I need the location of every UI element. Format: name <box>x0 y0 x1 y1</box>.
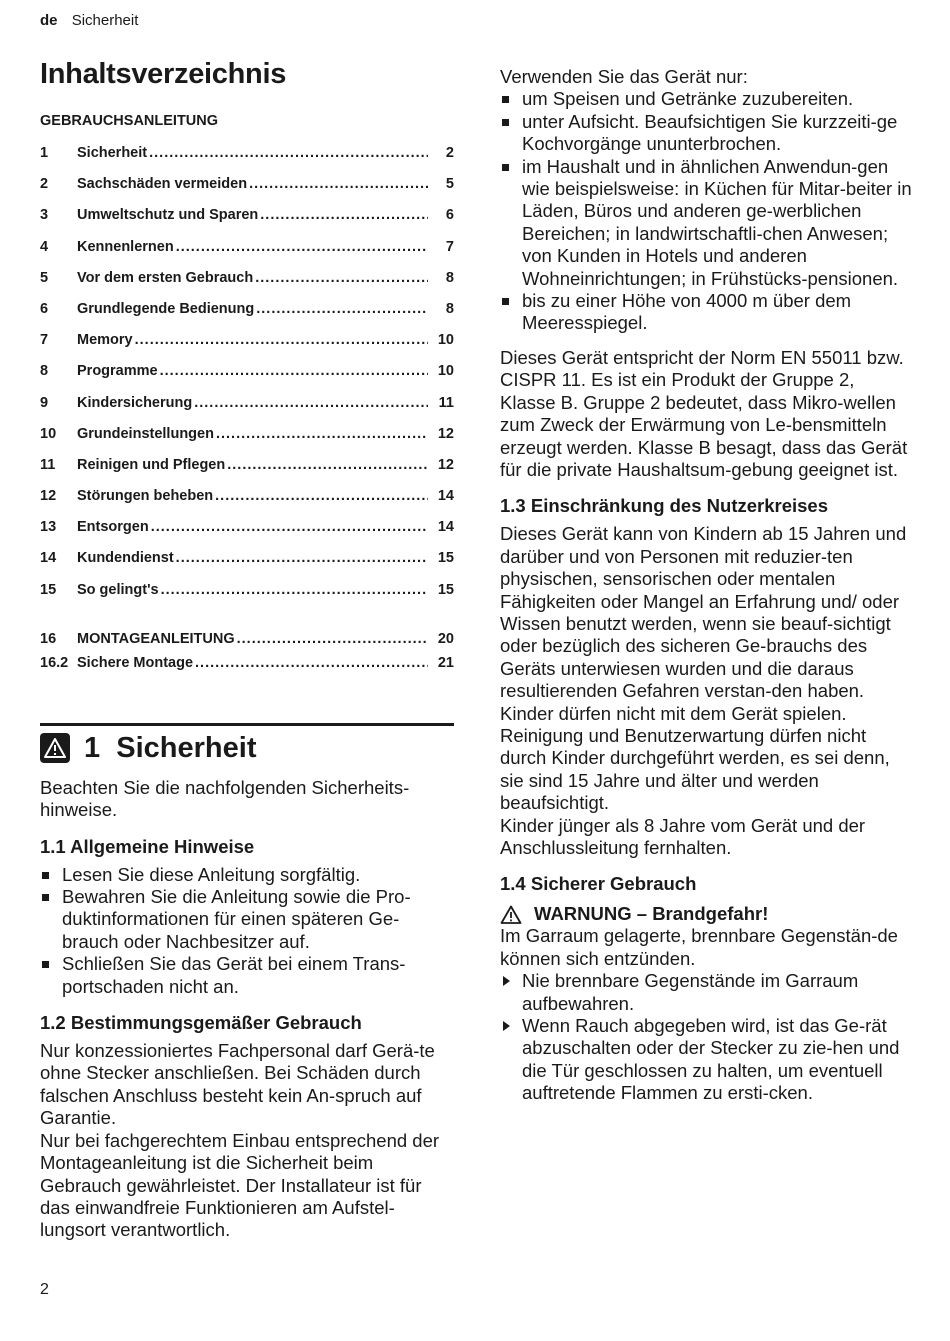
list-item: bis zu einer Höhe von 4000 m über dem Meeresspiegel. <box>500 290 912 335</box>
toc-entry-title: Störungen beheben <box>77 488 214 505</box>
toc-title: Inhaltsverzeichnis <box>40 58 287 90</box>
right-column <box>500 66 912 1105</box>
general-notes-list <box>40 864 454 998</box>
toc-entry-title: MONTAGEANLEITUNG <box>77 630 235 647</box>
toc-number: 9 <box>40 394 49 411</box>
toc-entry-title: Kundendienst <box>77 550 174 567</box>
section-1-heading <box>40 723 454 765</box>
list-item: Bewahren Sie die Anleitung sowie die Pro-duktinformationen für einen späteren Ge-brauch oder Nachbesitzer auf. <box>40 886 454 953</box>
toc-entry[interactable] <box>40 631 454 655</box>
toc-entry[interactable] <box>40 270 454 301</box>
toc-page: 14 <box>437 519 454 536</box>
list-item: Nie brennbare Gegenstände im Garraum aufbewahren. <box>500 970 912 1015</box>
toc-leader <box>176 239 428 255</box>
toc-leader <box>161 582 428 598</box>
toc-page: 12 <box>437 456 454 473</box>
toc-entry-title: Entsorgen <box>77 519 149 536</box>
toc-number: 16 <box>40 630 57 647</box>
toc-entry[interactable] <box>40 395 454 426</box>
warning-label: WARNUNG – Brandgefahr! <box>534 903 769 925</box>
toc-page: 6 <box>445 207 454 224</box>
toc-page: 21 <box>437 654 454 671</box>
toc-entry[interactable] <box>40 582 454 613</box>
toc-page: 11 <box>438 394 454 411</box>
toc-leader <box>260 207 428 223</box>
toc-entry[interactable] <box>40 145 454 176</box>
toc-leader <box>216 426 428 442</box>
subsection-1-3-heading: 1.3 Einschränkung des Nutzerkreises <box>500 495 828 517</box>
paragraph: Dieses Gerät kann von Kindern ab 15 Jahren und darüber und von Personen mit reduzier-ten physischen, sensorischen oder mentalen Fähigkeiten oder Mangel an Erfahrung und/ oder Wissen benutzt werden, wenn sie beauf-sichtigt oder bezüglich des sicheren Ge-brauchs des Geräts unterwiesen wurden und die daraus resultierenden Gefahren verstan-den haben. <box>500 523 907 702</box>
toc-number: 4 <box>40 238 49 255</box>
toc-leader <box>176 550 428 566</box>
list-item: Wenn Rauch abgegeben wird, ist das Ge-rät abzuschalten oder der Stecker zu zie-hen und die Tür geschlossen zu halten, um eventuell auftretende Flammen zu ersti-cken. <box>500 1015 912 1105</box>
toc-entry[interactable] <box>40 550 454 581</box>
toc-entry-title: Programme <box>77 363 158 380</box>
toc-entry-title: Sichere Montage <box>77 654 194 671</box>
toc-entry[interactable] <box>40 176 454 207</box>
toc-page: 10 <box>437 363 454 380</box>
toc-entry[interactable] <box>40 207 454 238</box>
table-of-contents <box>40 145 454 679</box>
toc-page: 15 <box>437 550 454 567</box>
toc-number: 15 <box>40 581 57 598</box>
toc-entry[interactable] <box>40 519 454 550</box>
toc-entry[interactable] <box>40 301 454 332</box>
fire-warning <box>500 903 912 925</box>
use-intro: Verwenden Sie das Gerät nur: <box>500 66 748 87</box>
toc-entry[interactable] <box>40 239 454 270</box>
toc-number: 8 <box>40 363 49 380</box>
toc-leader <box>256 301 428 317</box>
toc-leader <box>249 176 428 192</box>
section-intro: Beachten Sie die nachfolgenden Sicherheits-hinweise. <box>40 776 410 821</box>
toc-entry[interactable] <box>40 426 454 457</box>
toc-entry-title: Kindersicherung <box>77 394 193 411</box>
toc-number: 2 <box>40 176 49 193</box>
toc-leader <box>215 488 428 504</box>
toc-entry-title: So gelingt's <box>77 581 159 598</box>
toc-page: 10 <box>437 332 454 349</box>
toc-leader <box>151 519 428 535</box>
toc-entry-title: Sachschäden vermeiden <box>77 176 248 193</box>
toc-number: 12 <box>40 488 57 505</box>
left-column <box>40 58 454 1242</box>
toc-page: 8 <box>445 269 454 286</box>
list-item: um Speisen und Getränke zuzubereiten. <box>500 88 912 110</box>
toc-entry[interactable] <box>40 488 454 519</box>
subsection-1-4-heading: 1.4 Sicherer Gebrauch <box>500 873 697 895</box>
list-item: Schließen Sie das Gerät bei einem Trans-portschaden nicht an. <box>40 953 454 998</box>
toc-number: 3 <box>40 207 49 224</box>
subsection-1-1-heading: 1.1 Allgemeine Hinweise <box>40 835 255 857</box>
running-header <box>40 12 138 29</box>
toc-number: 1 <box>40 145 49 161</box>
toc-entry[interactable] <box>40 332 454 363</box>
safety-steps-list <box>500 970 912 1104</box>
toc-page: 12 <box>437 425 454 442</box>
toc-leader <box>160 363 428 379</box>
toc-page: 15 <box>437 581 454 598</box>
toc-entry[interactable] <box>40 363 454 394</box>
toc-leader <box>227 457 428 473</box>
section-title: Sicherheit <box>116 731 257 764</box>
paragraph: Nur konzessioniertes Fachpersonal darf Gerä-te ohne Stecker anschließen. Bei Schäden durch falschen Anschluss besteht kein An-spruch auf Garantie. <box>40 1040 435 1129</box>
section-number: 1 <box>84 731 101 764</box>
paragraph: Reinigung und Benutzerwartung dürfen nicht durch Kinder durchgeführt werden, es sei denn, sie sind 15 Jahre und älter und werden beaufsichtigt. <box>500 724 890 814</box>
header-section: Sicherheit <box>71 12 139 29</box>
toc-entry-title: Memory <box>77 332 133 349</box>
toc-page: 20 <box>437 630 454 647</box>
toc-page: 7 <box>445 238 454 255</box>
paragraph: Kinder dürfen nicht mit dem Gerät spielen. <box>500 702 847 724</box>
toc-subtitle: GEBRAUCHSANLEITUNG <box>40 113 219 129</box>
norm-paragraph: Dieses Gerät entspricht der Norm EN 55011 bzw. CISPR 11. Es ist ein Produkt der Gruppe 2, Klasse B. Gruppe 2 bedeutet, dass Mikro-wellen zum Zweck der Erwärmung von Le-bensmitteln erzeugt werden. Klasse B besagt, dass das Gerät für die private Haushaltsum-gebung geeignet ist. <box>500 346 908 480</box>
toc-page: 8 <box>445 300 454 317</box>
toc-entry[interactable] <box>40 457 454 488</box>
paragraph: Nur bei fachgerechtem Einbau entsprechend der Montageanleitung ist die Sicherheit beim Gebrauch gewährleistet. Der Installateur ist für das einwandfreie Funktionieren am Aufstel-lungsort verantwortlich. <box>40 1129 440 1241</box>
toc-leader <box>255 270 428 286</box>
toc-leader <box>237 631 428 647</box>
toc-number: 6 <box>40 300 49 317</box>
toc-entry-title: Grundlegende Bedienung <box>77 300 255 317</box>
toc-entry-title: Vor dem ersten Gebrauch <box>77 269 254 286</box>
toc-number: 5 <box>40 269 49 286</box>
language-code: de <box>40 12 58 29</box>
toc-entry[interactable] <box>40 655 454 679</box>
toc-leader <box>194 395 428 411</box>
toc-entry-title: Kennenlernen <box>77 238 174 255</box>
list-item: unter Aufsicht. Beaufsichtigen Sie kurzzeiti-ge Kochvorgänge ununterbrochen. <box>500 111 912 156</box>
paragraph: Im Garraum gelagerte, brennbare Gegenstän-de können sich entzünden. <box>500 925 898 969</box>
toc-number: 10 <box>40 425 57 442</box>
toc-page: 2 <box>445 145 454 161</box>
warning-triangle-icon <box>500 905 522 924</box>
toc-leader <box>135 332 428 348</box>
toc-entry-title: Umweltschutz und Sparen <box>77 207 259 224</box>
toc-page: 5 <box>445 176 454 193</box>
warning-icon <box>40 733 70 763</box>
toc-number: 14 <box>40 550 57 567</box>
toc-number: 16.2 <box>40 654 69 671</box>
subsection-1-2-heading: 1.2 Bestimmungsgemäßer Gebrauch <box>40 1012 362 1034</box>
toc-entry-title: Sicherheit <box>77 145 148 161</box>
page-number: 2 <box>40 1281 49 1298</box>
intended-use-list <box>500 88 912 334</box>
paragraph: Kinder jünger als 8 Jahre vom Gerät und der Anschlussleitung fernhalten. <box>500 814 866 858</box>
list-item: Lesen Sie diese Anleitung sorgfältig. <box>40 864 454 886</box>
toc-page: 14 <box>437 488 454 505</box>
toc-leader <box>149 145 428 161</box>
toc-entry-title: Reinigen und Pflegen <box>77 456 226 473</box>
toc-entry-title: Grundeinstellungen <box>77 425 214 442</box>
toc-number: 13 <box>40 519 57 536</box>
list-item: im Haushalt und in ähnlichen Anwendun-gen wie beispielsweise: in Küchen für Mitar-beiter in Läden, Büros und anderen ge-werblichen Bereichen; in landwirtschaftli-chen Anwesen; von Kunden in Hotels und anderen Wohneinrichtungen; in Frühstücks-pensionen. <box>500 156 912 290</box>
toc-number: 11 <box>40 456 56 473</box>
toc-leader <box>195 655 428 671</box>
toc-number: 7 <box>40 332 49 349</box>
